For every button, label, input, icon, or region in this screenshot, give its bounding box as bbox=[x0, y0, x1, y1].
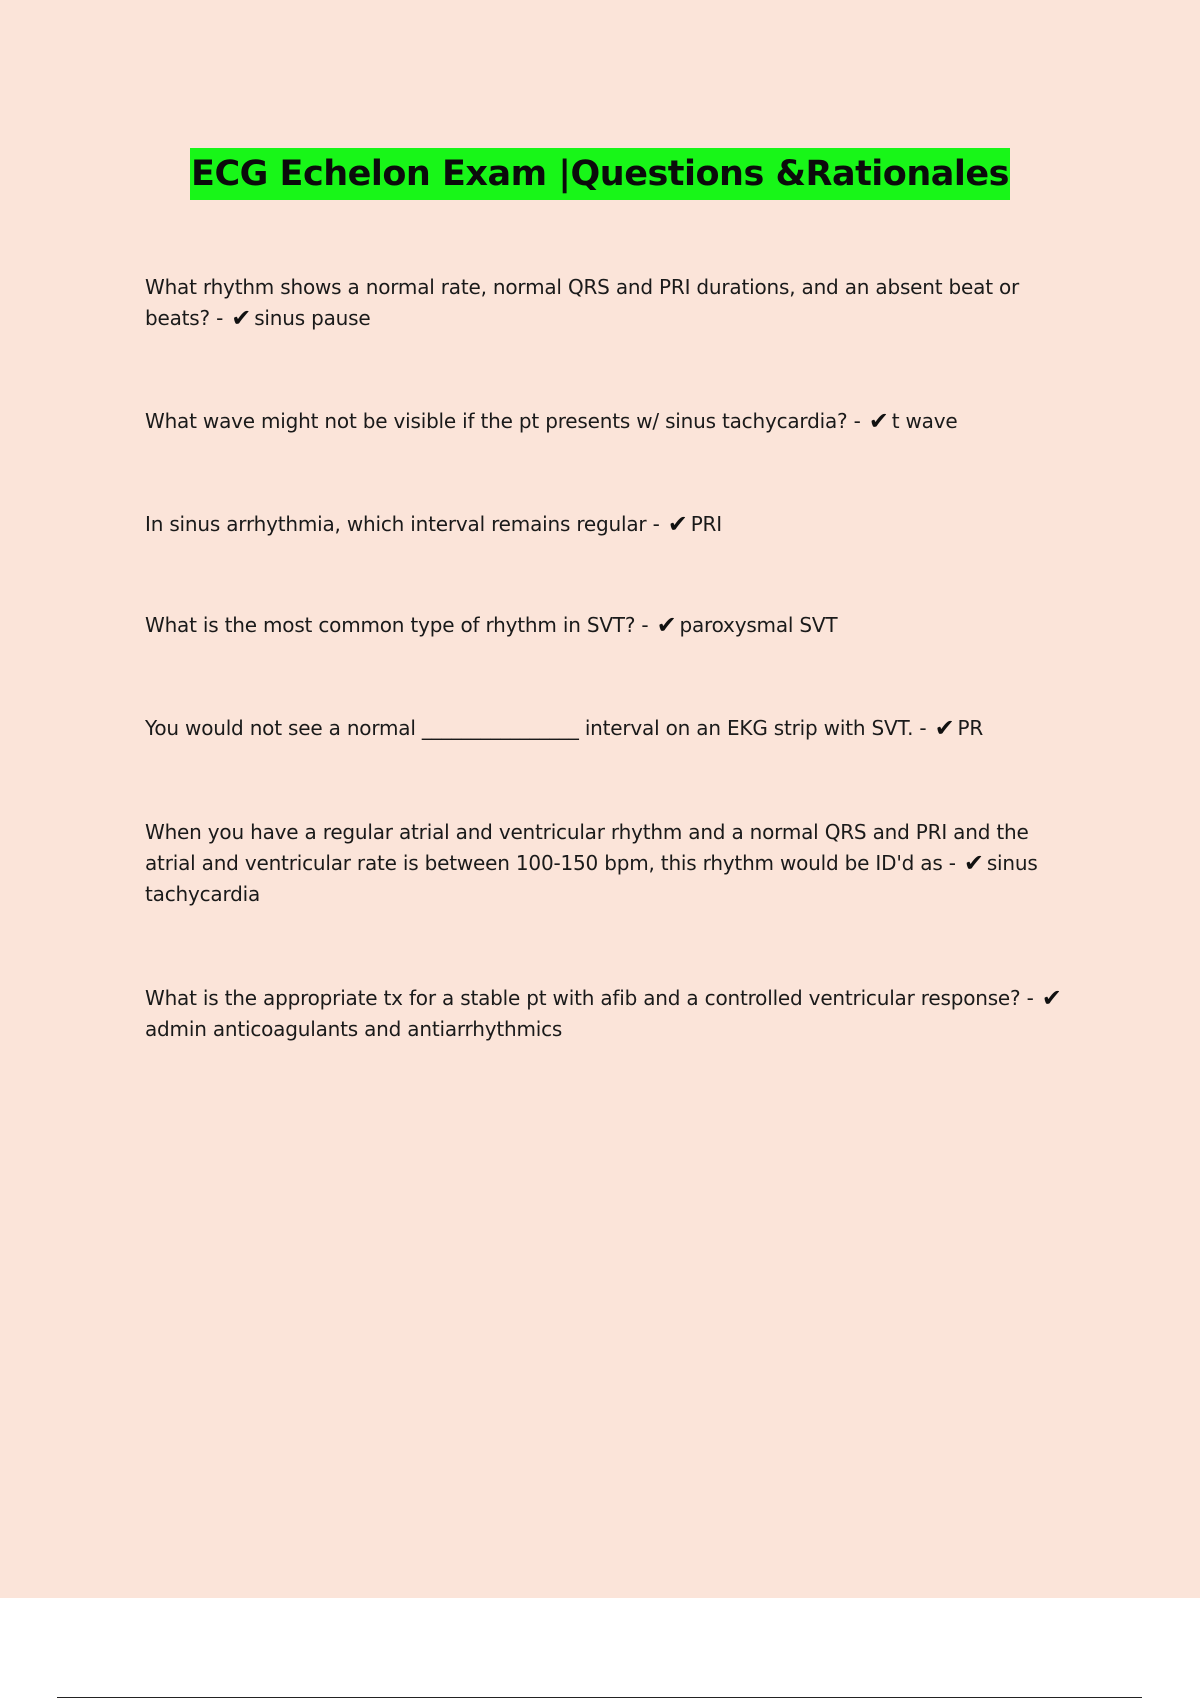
qa-answer: sinus pause bbox=[254, 306, 371, 330]
page-title: ECG Echelon Exam |Questions &Rationales bbox=[190, 148, 1010, 200]
check-mark-icon: ✔ bbox=[667, 510, 688, 538]
check-mark-icon: ✔ bbox=[656, 611, 677, 639]
qa-item bbox=[145, 713, 1085, 744]
qa-item bbox=[145, 610, 1085, 641]
qa-answer: t wave bbox=[891, 409, 958, 433]
qa-item bbox=[145, 272, 1085, 334]
check-mark-icon: ✔ bbox=[1041, 984, 1062, 1012]
check-mark-icon: ✔ bbox=[231, 304, 252, 332]
qa-question: What is the appropriate tx for a stable pt with afib and a controlled ventricular response? - bbox=[145, 986, 1040, 1010]
qa-question: What is the most common type of rhythm in SVT? - bbox=[145, 613, 655, 637]
qa-question: In sinus arrhythmia, which interval remains regular - bbox=[145, 512, 666, 536]
title-container bbox=[0, 148, 1200, 200]
qa-answer: PRI bbox=[690, 512, 722, 536]
qa-question: You would not see a normal ________________ interval on an EKG strip with SVT. - bbox=[145, 716, 933, 740]
qa-list bbox=[145, 272, 1085, 1045]
qa-answer: paroxysmal SVT bbox=[679, 613, 838, 637]
qa-question: When you have a regular atrial and ventricular rhythm and a normal QRS and PRI and the atrial and ventricular rate is between 100-150 bpm, this rhythm would be ID'd as - bbox=[145, 820, 1029, 875]
qa-item bbox=[145, 983, 1085, 1045]
check-mark-icon: ✔ bbox=[963, 849, 984, 877]
qa-question: What rhythm shows a normal rate, normal QRS and PRI durations, and an absent beat or beats? - bbox=[145, 275, 1020, 330]
qa-item bbox=[145, 817, 1085, 910]
qa-item bbox=[145, 406, 1085, 437]
qa-item bbox=[145, 509, 1085, 540]
qa-question: What wave might not be visible if the pt presents w/ sinus tachycardia? - bbox=[145, 409, 867, 433]
qa-answer: PR bbox=[957, 716, 984, 740]
footer-divider bbox=[57, 1697, 1142, 1698]
qa-answer: admin anticoagulants and antiarrhythmics bbox=[145, 1017, 563, 1041]
check-mark-icon: ✔ bbox=[934, 714, 955, 742]
check-mark-icon: ✔ bbox=[868, 407, 889, 435]
qa-answer: sinus tachycardia bbox=[145, 851, 1038, 906]
